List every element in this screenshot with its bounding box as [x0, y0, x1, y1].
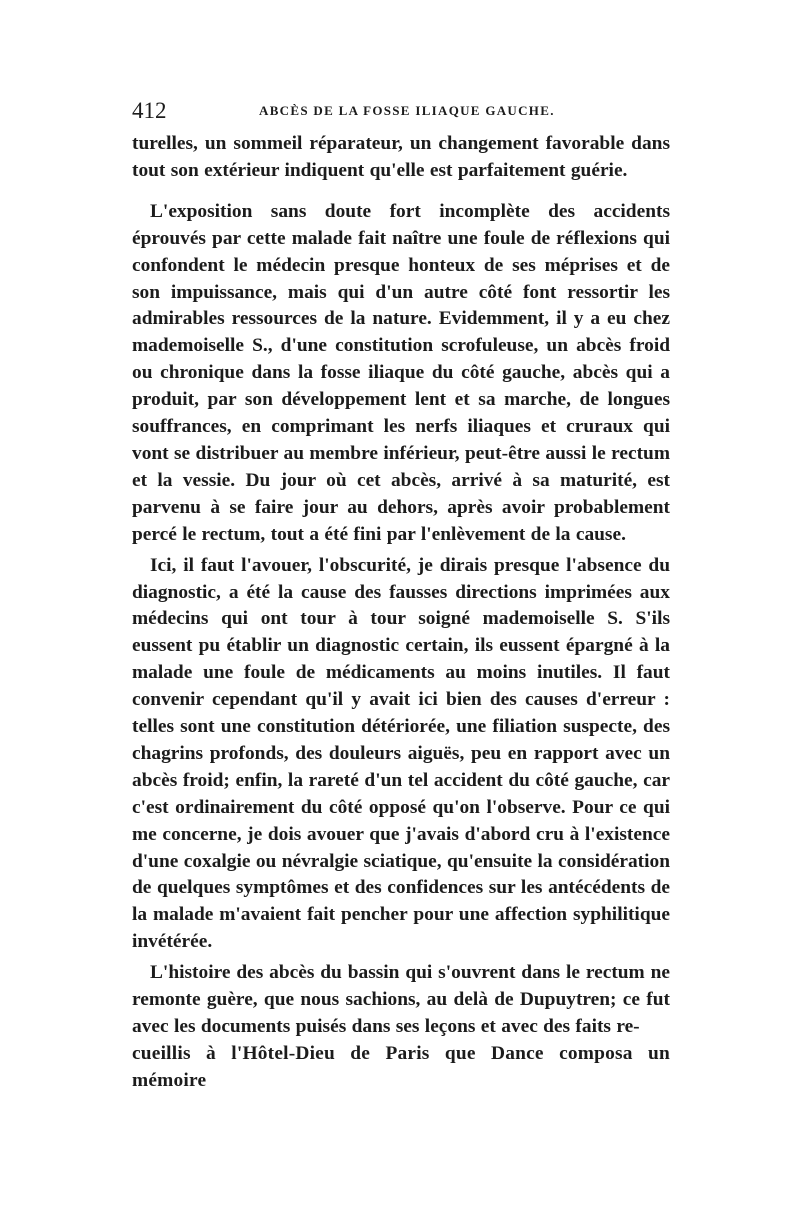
- last-line: cueillis à l'Hôtel-Dieu de Paris que Dance composa un mémoire: [132, 1042, 670, 1091]
- page-body: [132, 131, 670, 1095]
- page-header: [132, 96, 672, 126]
- page-number: 412: [132, 98, 167, 123]
- paragraph-exposition: L'exposition sans doute fort incomplète des accidents éprouvés par cette malade fait naître une foule de réflexions qui confondent le médecin presque honteux de ses méprises et de son impuissance, mais qui d'un autre côté font ressortir les admirables ressources de la nature. Evidemment, il y a eu chez mademoiselle S., d'une constitution scrofuleuse, un abcès froid ou chronique dans la fosse iliaque du côté gauche, abcès qui a produit, par son développement lent et sa marche, de longues souffrances, en comprimant les nerfs iliaques et cruraux qui vont se distribuer au membre inférieur, peut-être aussi le rectum et la vessie. Du jour où cet abcès, arrivé à sa maturité, est parvenu à se faire jour au dehors, après avoir probablement percé le rectum, tout a été fini par l'enlèvement de la cause.: [132, 200, 670, 545]
- paragraph-continuation: turelles, un sommeil réparateur, un changement favorable dans tout son extérieur indiquent qu'elle est parfaitement guérie.: [132, 133, 670, 181]
- running-title: ABCÈS DE LA FOSSE ILIAQUE GAUCHE.: [259, 103, 555, 118]
- paragraph-diagnostic: Ici, il faut l'avouer, l'obscurité, je dirais presque l'absence du diagnostic, a été la cause des fausses directions imprimées aux médecins qui ont tour à tour soigné mademoiselle S. S'ils eussent pu établir un diagnostic certain, ils eussent épargné à la malade une foule de médicaments au moins inutiles. Il faut convenir cependant qu'il y avait ici bien des causes d'erreur : telles sont une constitution détériorée, une filiation suspecte, des chagrins profonds, des douleurs aiguës, peu en rapport avec un abcès froid; enfin, la rareté d'un tel accident du côté gauche, car c'est ordinairement du côté opposé qu'on l'observe. Pour ce qui me concerne, je dois avouer que j'avais d'abord cru à l'existence d'une coxalgie ou névralgie sciatique, qu'ensuite la considération de quelques symptômes et des confidences sur les antécédents de la malade m'avaient fait pencher pour une affection syphilitique invétérée.: [132, 554, 670, 953]
- paragraph-histoire: L'histoire des abcès du bassin qui s'ouvrent dans le rectum ne remonte guère, que nous sachions, au delà de Dupuytren; ce fut avec les documents puisés dans ses leçons et avec des faits re-: [132, 962, 670, 1037]
